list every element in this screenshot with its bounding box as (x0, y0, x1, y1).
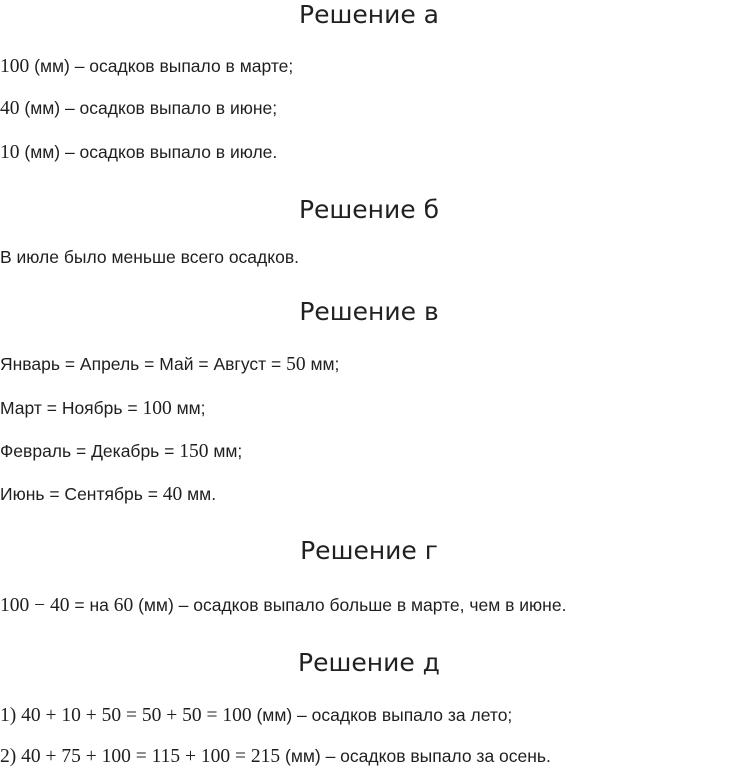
solution-a-line-1 (0, 54, 293, 79)
solution-a-line-3 (0, 140, 277, 165)
line-text: Июнь = Сентябрь = (0, 484, 163, 504)
line-text: (мм) – осадков выпало в марте; (29, 56, 294, 76)
math-value: 10 (0, 142, 20, 163)
line-text: = на (69, 595, 114, 615)
math-value: 40 (162, 484, 183, 505)
solution-d-line-1 (0, 703, 512, 728)
line-text: (мм) – осадков выпало больше в марте, чем в июне. (133, 595, 567, 615)
math-value: 100 (0, 56, 30, 77)
heading-solution-v: Решение в (299, 297, 439, 326)
line-text: мм; (208, 441, 243, 461)
math-value: 150 (179, 441, 209, 462)
solution-g-line-1 (0, 593, 566, 618)
math-value: 100 (142, 398, 172, 419)
solution-v-line-1 (0, 352, 339, 377)
heading-solution-b: Решение б (298, 195, 440, 224)
line-text: мм; (171, 398, 206, 418)
heading-solution-g: Решение г (300, 536, 438, 565)
math-value: 100 − 40 (0, 595, 70, 616)
math-value: 2) 40 + 75 + 100 = 115 + 100 = 215 (0, 746, 281, 767)
math-value: 40 (0, 98, 20, 119)
solution-b-line-1 (0, 245, 299, 270)
line-text: Март = Ноябрь = (0, 398, 143, 418)
line-text: (мм) – осадков выпало за осень. (280, 746, 551, 766)
line-text: (мм) – осадков выпало за лето; (251, 705, 513, 725)
line-text: (мм) – осадков выпало в июле. (19, 142, 278, 162)
line-text: мм; (305, 354, 340, 374)
math-value: 1) 40 + 10 + 50 = 50 + 50 = 100 (0, 705, 252, 726)
solution-a-line-2 (0, 96, 277, 121)
solution-v-line-4 (0, 482, 216, 507)
solution-v-line-2 (0, 396, 206, 421)
line-text: мм. (182, 484, 217, 504)
math-value: 50 (286, 354, 306, 375)
line-text: (мм) – осадков выпало в июне; (19, 98, 278, 118)
heading-solution-d: Решение д (298, 648, 440, 677)
line-text: Январь = Апрель = Май = Август = (0, 354, 287, 374)
math-value: 60 (113, 595, 134, 616)
heading-solution-a: Решение а (299, 0, 439, 29)
solution-v-line-3 (0, 439, 242, 464)
solution-d-line-2 (0, 744, 551, 769)
line-text: В июле было меньше всего осадков. (0, 247, 299, 267)
line-text: Февраль = Декабрь = (0, 441, 180, 461)
